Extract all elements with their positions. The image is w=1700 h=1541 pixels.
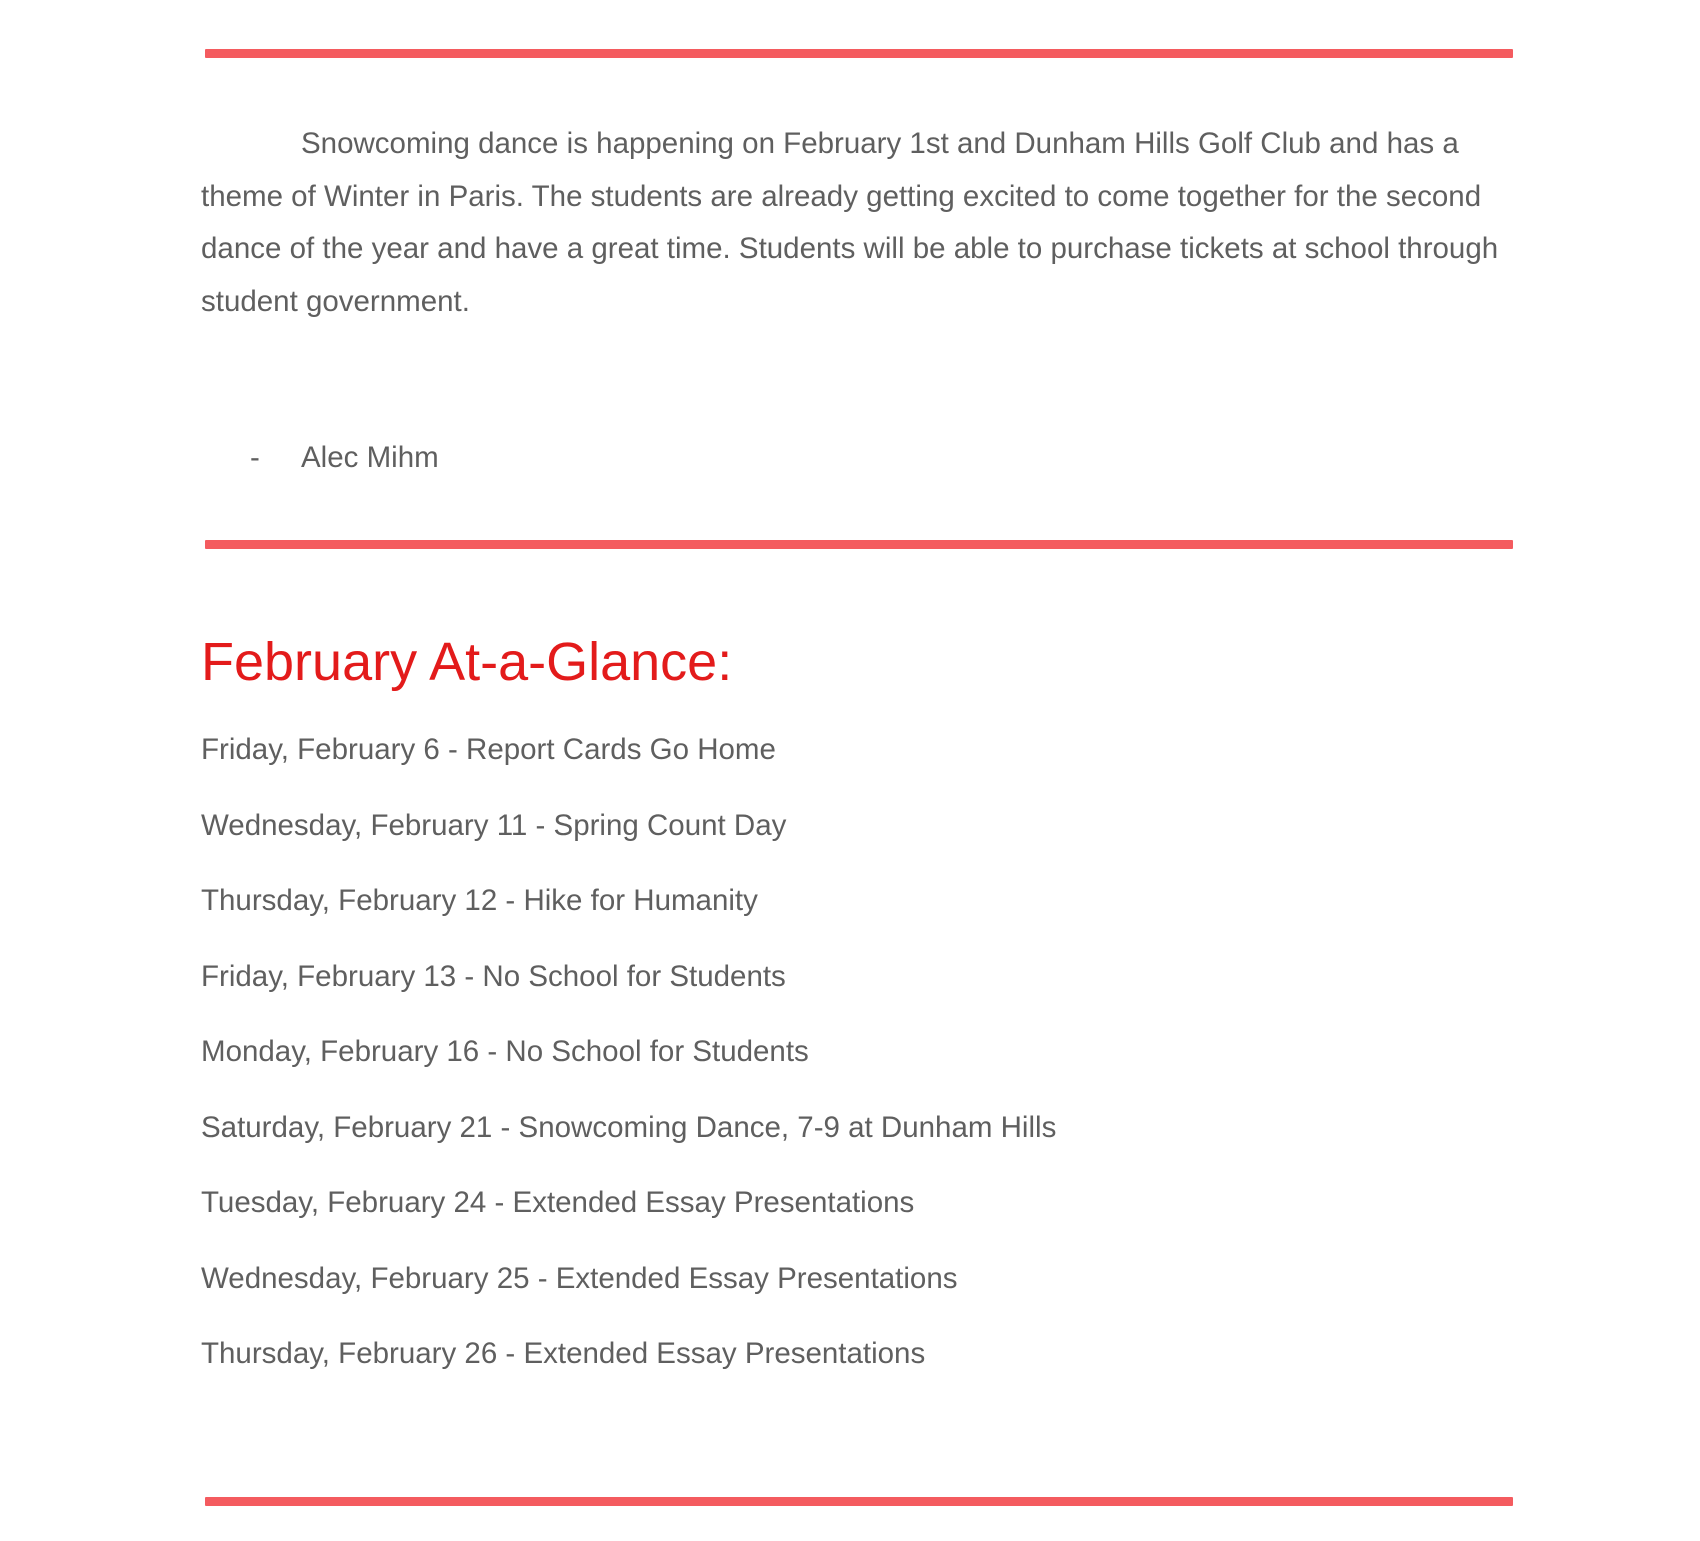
middle-divider: [205, 540, 1513, 549]
event-item: Monday, February 16 - No School for Students: [201, 1035, 809, 1068]
article-byline: [250, 438, 439, 478]
event-item: Wednesday, February 25 - Extended Essay Presentations: [201, 1261, 958, 1295]
top-divider: [205, 49, 1513, 58]
event-item: Saturday, February 21 - Snowcoming Dance, 7-9 at Dunham Hills: [201, 1110, 1057, 1144]
glance-heading: February At-a-Glance:: [201, 632, 733, 692]
byline-author: Alec Mihm: [301, 441, 439, 474]
event-item: Friday, February 6 - Report Cards Go Home: [201, 733, 776, 766]
bottom-divider: [205, 1497, 1513, 1506]
article-paragraph: Snowcoming dance is happening on February 1st and Dunham Hills Golf Club and has a theme of Winter in Paris. The students are already getting excited to come together for the second dance of the year and have a great time. Students will be able to purchase tickets at school through student government.: [201, 127, 1499, 318]
event-item: Wednesday, February 11 - Spring Count Day: [201, 808, 787, 842]
byline-dash: -: [250, 441, 260, 474]
event-list: [201, 730, 1056, 1410]
event-item: Thursday, February 12 - Hike for Humanity: [201, 884, 758, 917]
event-item: Thursday, February 26 - Extended Essay Presentations: [201, 1337, 926, 1370]
event-item: Tuesday, February 24 - Extended Essay Presentations: [201, 1186, 915, 1219]
event-item: Friday, February 13 - No School for Students: [201, 959, 786, 993]
